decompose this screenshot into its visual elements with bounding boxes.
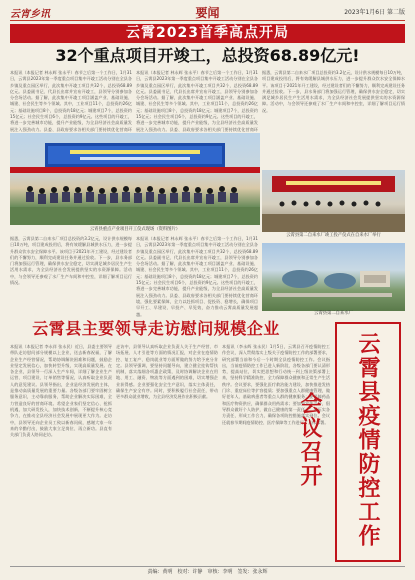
top-story-body-middle-lower	[136, 236, 258, 317]
water-plant-aerial-caption: 云霄县第二自来水厂	[314, 311, 353, 316]
page-footer: 责编：黄明 校对：许静 审核：李明 签发：张永辉	[10, 566, 405, 577]
top-story-body-text: 本报讯（本报记者 林永辉 张永平）春节之后第一个工作日，1月31日，云霄县2023年第一季度重点项目集中开竣工活动分别在全县各乡镇及重点园区举行，此次集中开竣工项目共32个，总投资68.89亿元。县委副书记、代县长出席并宣布开竣工，县领导分别参加各分会场活动。据了解，此次集中开竣工项目涵盖产业、基础设施、城建、社会民生等多个领域。其中，工业项目11个，总投资约26亿元；基础设施项目8个，总投资约18亿元；城建项目7个，总投资约15亿元；社会民生项目6个，总投资约9亿元。这些项目的开竣工，将进一步完善城市功能，提升产业能级，为全县经济社会高质量发展注入强劲动力。县委、县政府要求各相关部门要持续优化营商环	[10, 70, 132, 132]
water-plant-aerial-image	[262, 243, 405, 311]
top-story-body-text-2: 本报讯（本报记者 林永辉 张永平）春节之后第一个工作日，1月31日，云霄县2023年第一季度重点项目集中开竣工活动分别在全县各乡镇及重点园区举行，此次集中开竣工项目共32个，总投资68.89亿元。县委副书记、代县长出席并宣布开竣工，县领导分别参加各分会场活动。据了解，此次集中开竣工项目涵盖产业、基础设施、城建、社会民生等多个领域。其中，工业项目11个，总投资约26亿元；基础设施项目8个，总投资约18亿元；城建项目7个，总投资约15亿元；社会民生项目6个，总投资约9亿元。这些项目的开竣工，将进一步完善城市功能，提升产业能级，为全县经济社会高质量发展注入强劲动力。县委、县政府要求各相关部门要持续优化营商环	[136, 70, 258, 132]
second-story-body-1: 本报讯（本报记者 李永祥 张永民）近日，县委主要领导带队走访慰问部分规模以上企业，送去新春祝福，了解企业生产经营情况，帮助协调解决困难和问题，鼓励企业坚定发展信心，加快转型升级，实现高质量发展。在各企业，县领导一行深入生产车间，详细了解企业生产运营、项目建设、订单销售等情况，认真听取企业负责人的意见建议。县领导指出，企业是经济发展的主体，是推动高质量发展的重要力量。各级各部门要牢固树立服务意识，主动靠前服务，帮助企业解决实际困难，全力营造良好的营商环境。希望企业家们坚定信心、抢抓机遇，加大研发投入，加快技术创新，不断提升核心竞争力，在推动全县经济社会发展中展现更大作为。走访中，县领导还向企业员工致以新春问候，感谢大家一年来的辛勤付出，鼓励大家立足岗位、再立新功。县直有关部门负责人陪同走访。	[10, 344, 112, 438]
third-story-vertical-title: 云霄县疫情防控工作会议召开	[297, 332, 380, 548]
water-plant-ceremony-image	[262, 170, 405, 232]
water-plant-ceremony-photo	[262, 170, 405, 232]
second-story-col-1	[10, 344, 112, 562]
water-plant-aerial-photo	[262, 243, 405, 311]
top-story-body-right	[262, 70, 405, 166]
date-edition: 2023年1月6日 第二版	[344, 9, 405, 16]
project-launch-photo	[10, 133, 260, 225]
third-story-lead	[335, 306, 405, 320]
top-story-body-middle	[136, 70, 258, 130]
section-name: 要闻	[195, 6, 220, 20]
second-story-col-2	[116, 344, 218, 562]
top-story-body-left-lower	[10, 236, 132, 312]
second-story-title: 云霄县主要领导走访慰问规模企业	[32, 319, 280, 338]
second-story-body-3: 本报讯（李永辉 张永民）1月5日，云霄县召开疫情防控工作会议，深入贯彻落实上级关于疫情防控工作的部署要求，研究部署当前和今后一个时期全县疫情防控工作。会议指出，当前疫情防控工作已进入新阶段，各级各部门要认清形势，提高站位，切实把思想和行动统一到上级决策部署上来，坚持科学精准防控，全力保障群众健康和正常生产生活秩序。会议要求，要强化医疗救治能力建设，加快推进发热门诊、重症床位等扩容提质；要加强重点人群健康管理，做好老年人、基础病患者等重点人群的健康服务；要保障药品和医疗物资供应，确保群众用药需求；要加强宣传引导，倡导群众做好个人防护，做自己健康的第一责任人；要压实各方责任，形成工作合力，确保各项防控措施落实到位。会议还就春节期间疫情防控、医疗保障等工作进行了具体部署。	[222, 344, 330, 425]
water-plant-photo-caption: 云霄县第二自来水厂竣工投产仪式在自来水厂举行	[286, 233, 381, 238]
second-story-body-2: 走访中，县领导认真听取企业负责人关于生产经营、市场拓展、人才引进等方面的情况汇报，对企业在疫情防控、复工复产、稳岗就业等方面所做的努力给予充分肯定。县领导强调，要坚持问题导向，建立健全挂钩帮扶机制，落实落细各项惠企政策，及时协调解决企业在用地、用工、融资、物流等方面遇到的困难，切实增强企业获得感。企业要强化安全生产意识，落实主体责任，确保生产安全有序。同时，要积极履行社会责任，带动更多群众就业增收，为全县经济发展作出积极贡献。	[116, 344, 218, 400]
project-launch-photo-image	[10, 133, 260, 225]
paper-name: 云宵乡讯	[10, 9, 50, 20]
top-story-body-text-3: 据悉，云霄县第二自来水厂项目总投资约3.2亿元，设计供水规模每日10万吨，项目建成投用后，将有效缓解县城供水压力，进一步提升群众饮水安全保障水平。该项目于2021年开工建设，经过建设者们的不懈努力，顺利完成建设任务并通过验收。下一步，县水务部门将加强运行管理，确保供水安全稳定，切实满足城乡居民生产生活用水需求，为全县经济社会发展提供坚实的水资源保障。活动中，与会领导还参观了水厂生产车间和中控室，详细了解项目运行情况。	[10, 236, 132, 286]
project-launch-photo-caption: 云宵县重点产业项目开工仪式现场（资料图片）	[89, 227, 181, 232]
top-story-body-text-4: 本报讯（本报记者 林永辉 张永平）春节之后第一个工作日，1月31日，云霄县2023年第一季度重点项目集中开竣工活动分别在全县各乡镇及重点园区举行，此次集中开竣工项目共32个，总投资68.89亿元。县委副书记、代县长出席并宣布开竣工，县领导分别参加各分会场活动。据了解，此次集中开竣工项目涵盖产业、基础设施、城建、社会民生等多个领域。其中，工业项目11个，总投资约26亿元；基础设施项目8个，总投资约18亿元；城建项目7个，总投资约15亿元；社会民生项目6个，总投资约9亿元。这些项目的开竣工，将进一步完善城市功能，提升产业能级，为全县经济社会高质量发展注入强劲动力。县委、县政府要求各相关部门要持续优化营商环境，强化要素保障，全力以赴抓项目、促投资、稳增长，确保项目早开工、早建设、早投产、早见效，奋力推动云霄高质量发展超越。	[136, 236, 258, 317]
top-story-body-left	[10, 70, 132, 130]
top-story-headline: 32个重点项目开竣工，总投资68.89亿元!	[55, 46, 360, 65]
masthead	[10, 4, 405, 21]
top-story-banner: 云霄2023首季高点开局	[10, 24, 405, 43]
top-story-right-text: 据悉，云霄县第二自来水厂项目总投资约3.2亿元，设计供水规模每日10万吨，项目建成投用后，将有效缓解县城供水压力，进一步提升群众饮水安全保障水平。该项目于2021年开工建设，经过建设者们的不懈努力，顺利完成建设任务并通过验收。下一步，县水务部门将加强运行管理，确保供水安全稳定，切实满足城乡居民生产生活用水需求，为全县经济社会发展提供坚实的水资源保障。活动中，与会领导还参观了水厂生产车间和中控室，详细了解项目运行情况。	[262, 70, 405, 113]
